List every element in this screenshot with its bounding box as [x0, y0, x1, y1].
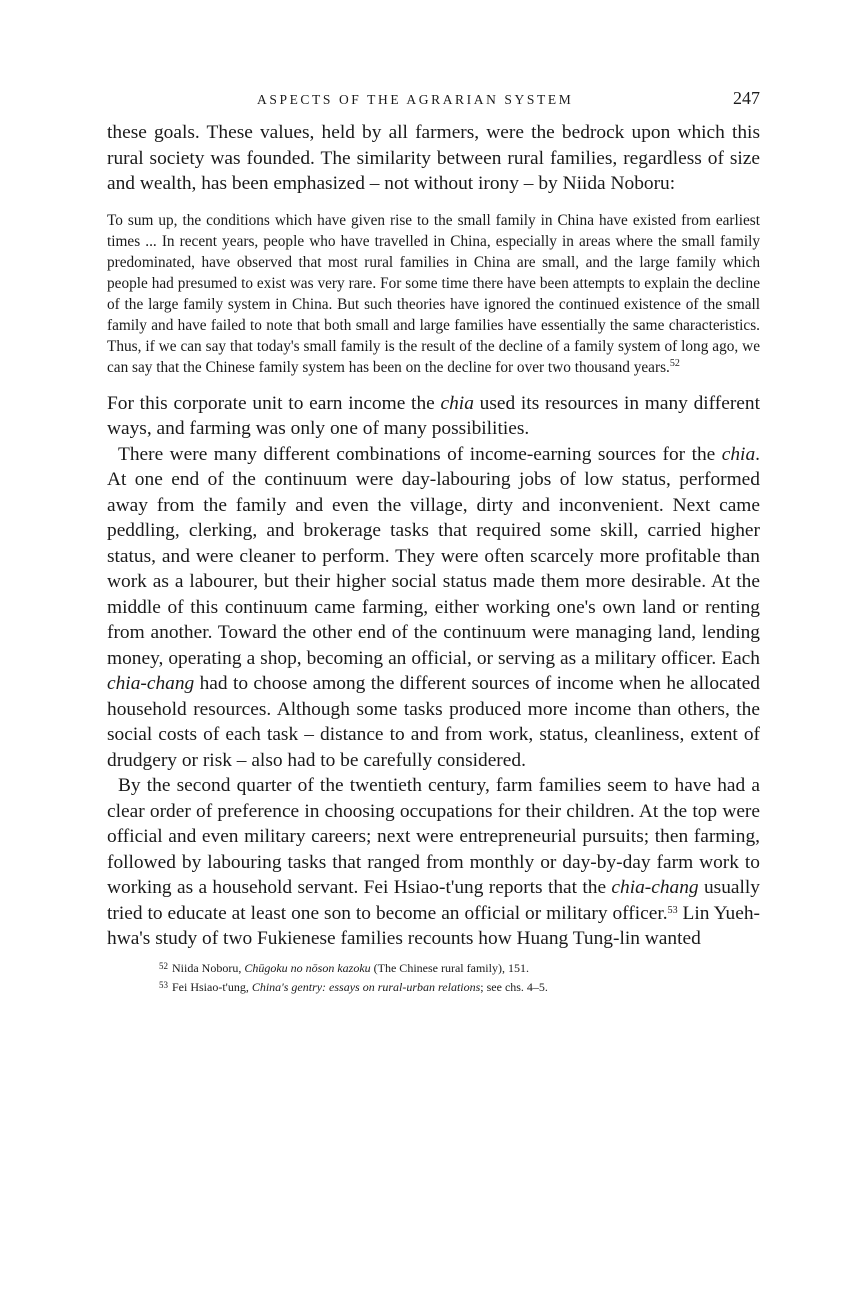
page-number: 247 [733, 88, 760, 108]
block-quote [107, 210, 760, 378]
paragraph-4 [107, 773, 760, 952]
footnote-title: Chūgoku no nōson kazoku [244, 960, 371, 975]
running-title: ASPECTS OF THE AGRARIAN SYSTEM [257, 92, 574, 107]
footnote-number: 53 [159, 979, 168, 990]
paragraph-4-text-b: usually tried to educate at least one son to become an official or military officer. [107, 877, 760, 924]
footnote-number: 52 [159, 960, 168, 971]
block-quote-text: To sum up, the conditions which have given rise to the small family in China have existed from earliest times ... In recent years, people who have travelled in China, especially in areas where the small family predominated, have observed that most rural families in China are small, and the large family which people had presumed to exist was very rare. For some time there have been attempts to explain the decline of the large family system in China. But such theories have ignored the continued existence of the small family and have failed to note that both small and large families have essentially the same characteristics. Thus, if we can say that today's small family is the result of the decline of a family system of long ago, we can say that the Chinese family system has been on the decline for over two thousand years. [107, 211, 760, 376]
paragraph-3 [107, 442, 760, 774]
term-chia-chang: chia-chang [107, 673, 195, 694]
footnote-author: Niida Noboru, [172, 960, 245, 975]
paragraph-2-text-b: used its resources in many different ways, and farming was only one of many possibilities. [107, 392, 760, 439]
footnote-53 [159, 977, 760, 996]
paragraph-3-text-b: . At one end of the continuum were day-labouring jobs of low status, performed away from the family and even the village, dirty and inconvenient. Next came peddling, clerking, and brokerage tasks that required some skill, carried higher status, and were cleaner to perform. They were often scarcely more profitable than work as a labourer, but their higher social status made them more desirable. At the middle of this continuum came farming, either working one's own land or renting from another. Toward the other end of the continuum were managing land, lending money, operating a shop, becoming an official, or serving as a military officer. Each [107, 443, 760, 669]
footnotes [159, 958, 760, 996]
footnote-rest: (The Chinese rural family), 151. [370, 960, 529, 975]
paragraph-2-text-a: For this corporate unit to earn income the [107, 392, 441, 414]
paragraph-1: these goals. These values, held by all farmers, were the bedrock upon which this rural society was founded. The similarity between rural families, regardless of size and wealth, has been emphasized – not without irony – by Niida Noboru: [107, 122, 760, 194]
paragraph-4-text-a: By the second quarter of the twentieth century, farm families seem to have had a clear order of preference in choosing occupations for their children. At the top were official and even military careers; next were entrepreneurial pursuits; then farming, followed by labouring tasks that ranged from monthly or day-by-day farm work to working as a household servant. Fei Hsiao-t'ung reports that the [107, 775, 760, 898]
term-chia-chang: chia-chang [611, 877, 699, 898]
footnote-title: China's gentry: essays on rural-urban relations [251, 979, 481, 994]
book-page [107, 88, 760, 996]
paragraph-2 [107, 391, 760, 442]
footnote-author: Fei Hsiao-t'ung, [172, 979, 252, 994]
paragraph-3-text-a: There were many different combinations of income-earning sources for the [118, 443, 722, 465]
term-chia: chia [440, 392, 474, 414]
footnote-ref-53: 53 [667, 904, 678, 916]
term-chia: chia [721, 443, 756, 465]
footnote-rest: ; see chs. 4–5. [480, 979, 548, 994]
footnote-52 [159, 958, 760, 977]
paragraph-3-text-c: had to choose among the different sources of income when he allocated household resources. Although some tasks produced more income than others, the social costs of each task – distance to and from work, status, cleanliness, extent of drudgery or risk – also had to be carefully considered. [107, 673, 760, 771]
running-head [107, 88, 760, 118]
footnote-ref-52: 52 [669, 357, 680, 369]
paragraph-4-text-c: Lin Yueh-hwa's study of two Fukienese families recounts how Huang Tung-lin wanted [107, 902, 760, 949]
